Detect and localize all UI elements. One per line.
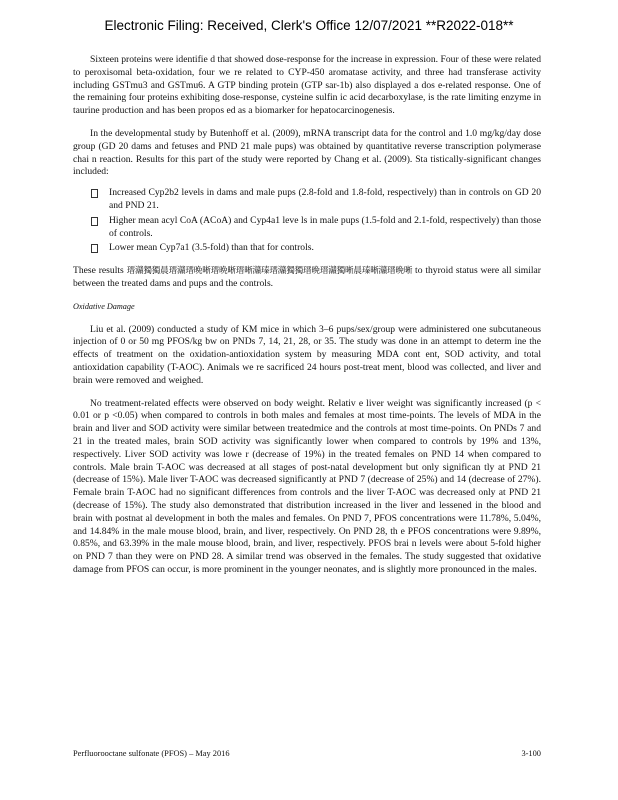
bullet-box-icon bbox=[91, 217, 98, 226]
paragraph-results-liu: No treatment-related effects were observed on body weight. Relativ e liver weight was significantly increased (p < 0.01 or p <0.05) when compared to controls in both males and females at most time-points. The levels of MDA in the brain and liver and SOD activity were similar between treatedmice and the controls at most time-points. On PNDs 7 and 21 in the treated males, brain SOD activity was significantly lower when compared to controls by 19% and 13%, respectively. Liver SOD activity was lowe r (decrease of 19%) in the treated females on PND 14 when compared to controls. Male brain T-AOC was decreased at all stages of post-natal development but only significan tly at PND 21 (decrease of 15%). Male liver T-AOC was decreased significantly at PND 7 (decrease of 25%) and 14 (decrease of 27%). Female brain T-AOC had no significant differences from controls and the liver T-AOC was decreased only at PND 21 (decrease of 15%). The study also demonstrated that distribution increased in the liver and lessened in the blood and brain with postnat al development in both the males and females. On PND 7, PFOS concentrations were 11.78%, 5.04%, and 14.84% in the male mouse blood, brain, and liver, respectively. On PND 28, th e PFOS concentrations were 9.89%, 0.85%, and 63.39% in the male mouse blood, brain, and liver, respectively. PFOS brai n levels were about 5-fold higher on PND 7 than they were on PND 28. A similar trend was observed in the females. The study suggested that oxidative damage from PFOS can occur, is more prominent in the younger neonates, and is slightly more pronounced in the males. bbox=[73, 397, 541, 575]
document-body bbox=[73, 54, 541, 587]
paragraph-proteins: Sixteen proteins were identifie d that showed dose-response for the increase in expression. Four of these were related to peroxisomal beta-oxidation, four we re related to CYP-450 aromatase activity, and three had transferase activity including GSTmu3 and GSTmu6. A GTP binding protein (GTP sar-1b) also displayed a dos e-related response. One of the remaining four proteins exhibiting dose-response, cysteine sulfin ic acid decarboxylase, is the rate limiting enzyme in taurine production and has been propos ed as a biomarker for hepatocarcinogenesis. bbox=[73, 54, 541, 117]
bullet-box-icon bbox=[91, 244, 98, 253]
list-item-text: Lower mean Cyp7a1 (3.5-fold) than that for controls. bbox=[109, 242, 314, 254]
paragraph-liu-study: Liu et al. (2009) conducted a study of KM mice in which 3–6 pups/sex/group were administered one subcutaneous injection of 0 or 50 mg PFOS/kg bw on PNDs 7, 14, 21, 28, or 35. The study was done in an attempt to determ ine the effects of treatment on the oxidation-antioxidation system by measuring MDA cont ent, SOD activity, and total antioxidation capability (T-AOC). Animals we re sacrificed 24 hours post-treat ment, blood was collected, and liver and brain were removed and weighed. bbox=[73, 323, 541, 386]
garbled-text: 瑨灨獨獨晨瑨灨瑨晩晰瑨晩晰瑨晰灨瑧瑨灨獨獨瑨晩瑨灨獨晰晨瑧晰灨瑨晩晰 bbox=[126, 266, 413, 277]
bullet-box-icon bbox=[91, 189, 98, 198]
filing-header: Electronic Filing: Received, Clerk's Office 12/07/2021 **R2022-018** bbox=[104, 18, 514, 33]
list-item bbox=[73, 187, 541, 213]
list-item-text: Increased Cyp2b2 levels in dams and male pups (2.8-fold and 1.8-fold, respectively) than in controls on GD 20 and PND 21. bbox=[109, 187, 541, 211]
paragraph-results bbox=[73, 265, 541, 291]
results-start: These results bbox=[73, 265, 124, 277]
footer-page-number: 3-100 bbox=[521, 749, 541, 758]
page-footer bbox=[73, 749, 541, 758]
results-end: to thyroid status were all similar between the treated dams and pups and the controls. bbox=[73, 265, 541, 289]
section-heading-oxidative-damage: Oxidative Damage bbox=[73, 301, 135, 311]
paragraph-developmental-study: In the developmental study by Butenhoff et al. (2009), mRNA transcript data for the control and 1.0 mg/kg/day dose group (GD 20 dams and fetuses and PND 21 male pups) was obtained by quantitative reverse transcription polymerase chai n reaction. Results for this part of the study were reported by Chang et al. (2009). Sta tistically-significant changes included: bbox=[73, 127, 541, 178]
list-item bbox=[73, 242, 541, 255]
list-item-text: Higher mean acyl CoA (ACoA) and Cyp4a1 leve ls in male pups (1.5-fold and 2.1-fold, respectively) than those of controls. bbox=[109, 214, 541, 239]
list-item bbox=[73, 215, 541, 241]
footer-document-title: Perfluorooctane sulfonate (PFOS) – May 2016 bbox=[73, 749, 230, 758]
changes-list bbox=[73, 187, 541, 255]
